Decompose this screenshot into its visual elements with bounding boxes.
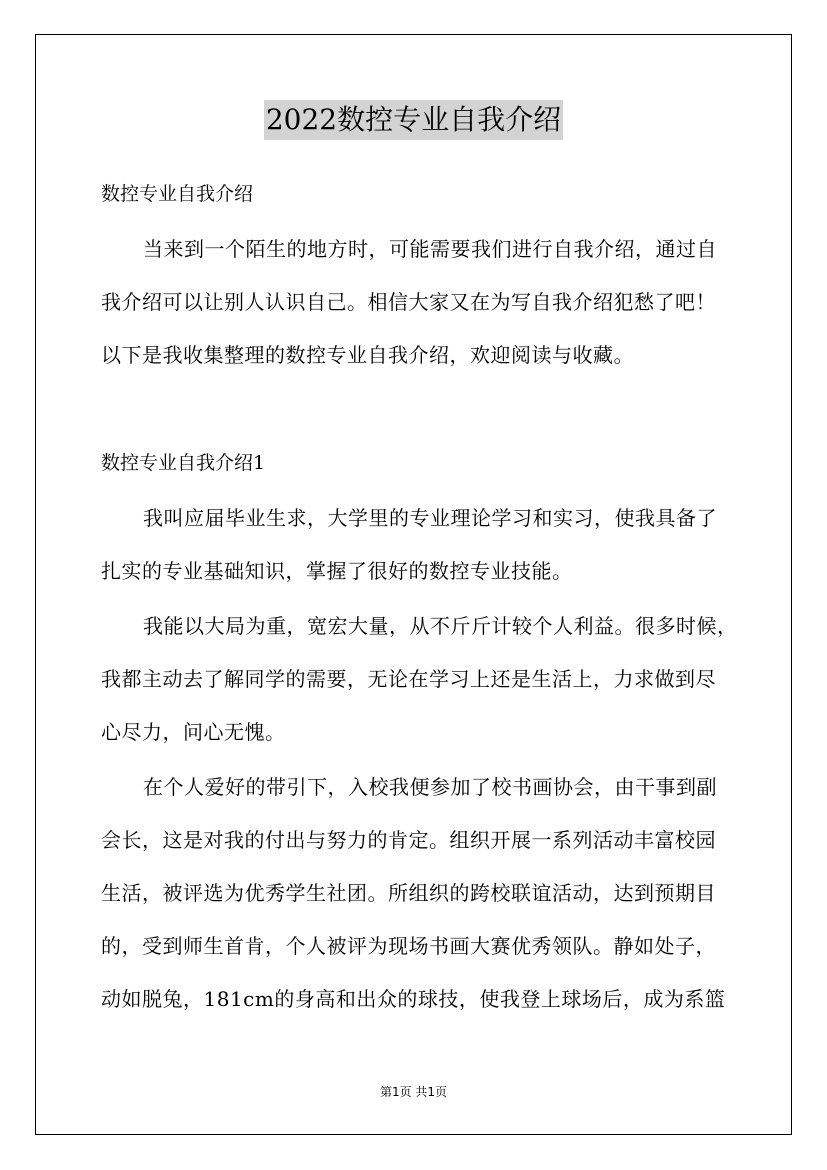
intro-line: 以下是我收集整理的数控专业自我介绍，欢迎阅读与收藏。: [101, 343, 634, 367]
section-heading: 数控专业自我介绍1: [101, 452, 266, 474]
paragraph-line: 扎实的专业基础知识，掌握了很好的数控专业技能。: [101, 559, 573, 583]
document-body: [101, 172, 741, 1032]
body-paragraph: [101, 604, 741, 754]
document-title: 2022数控专业自我介绍: [264, 100, 563, 140]
paragraph-line: 心尽力，问心无愧。: [101, 720, 286, 744]
intro-line: 我介绍可以让别人认识自己。相信大家又在为写自我介绍犯愁了吧！: [101, 290, 716, 314]
paragraph-line: 我叫应届毕业生求，大学里的专业理论学习和实习，使我具备了: [143, 506, 717, 530]
paragraph-line: 动如脱兔，181cm的身高和出众的球技，使我登上球场后，成为系篮: [101, 987, 726, 1011]
intro-line: 当来到一个陌生的地方时，可能需要我们进行自我介绍，通过自: [143, 237, 717, 261]
subheading: 数控专业自我介绍: [101, 183, 254, 205]
paragraph-line: 会长，这是对我的付出与努力的肯定。组织开展一系列活动丰富校园: [101, 828, 716, 852]
paragraph-line: 在个人爱好的带引下，入校我便参加了校书画协会，由干事到副: [143, 775, 717, 799]
paragraph-line: 我都主动去了解同学的需要，无论在学习上还是生活上，力求做到尽: [101, 667, 716, 691]
intro-paragraph: [101, 227, 741, 377]
paragraph-line: 我能以大局为重，宽宏大量，从不斤斤计较个人利益。很多时候，: [143, 614, 738, 638]
body-paragraph: [101, 765, 741, 1021]
page-footer: 第1页 共1页: [379, 1085, 448, 1099]
title-container: [0, 100, 827, 140]
paragraph-line: 生活，被评选为优秀学生社团。所组织的跨校联谊活动，达到预期目: [101, 881, 716, 905]
body-paragraph: [101, 496, 741, 593]
paragraph-line: 的，受到师生首肯，个人被评为现场书画大赛优秀领队。静如处子，: [101, 934, 716, 958]
